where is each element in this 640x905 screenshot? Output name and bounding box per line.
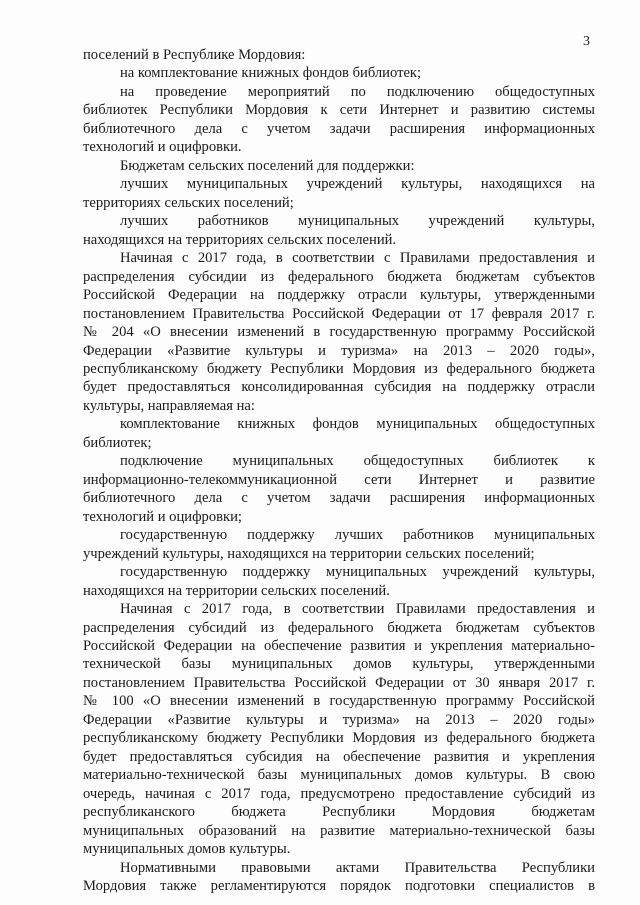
text-line: государственную поддержку лучших работников муниципальных	[120, 527, 595, 544]
text-line: Начиная с 2017 года, в соответствии Правилами предоставления и	[120, 601, 595, 618]
text-line: культуры, направляемая на:	[83, 397, 255, 414]
text-line: Российской Федерации на обеспечение развития и укрепления материально-	[83, 638, 595, 654]
text-line: учреждений культуры, находящихся на территории сельских поселений;	[83, 545, 535, 562]
text-line: Нормативными правовыми актами Правительства Республики	[120, 859, 595, 876]
text-line: информационно-телекоммуникационной сети Интернет и развитие	[83, 471, 595, 488]
text-line: лучших муниципальных учреждений культуры, находящихся на	[120, 176, 595, 193]
text-line: постановлением Правительства Российской Федерации от 17 февраля 2017 г.	[83, 305, 595, 322]
text-line: технологий и оцифровки.	[83, 139, 242, 156]
text-line: на комплектование книжных фондов библиотек;	[120, 65, 422, 82]
text-line: подключение муниципальных общедоступных библиотек к	[120, 453, 595, 470]
text-line: будет предоставляться консолидированная субсидия на поддержку отрасли	[83, 379, 595, 396]
text-line: государственную поддержку муниципальных учреждений культуры,	[120, 564, 595, 581]
text-line: технической базы муниципальных домов культуры, утвержденными	[83, 656, 595, 673]
text-line: Российской Федерации на поддержку отрасли культуры, утвержденными	[83, 287, 595, 304]
text-line: будет предоставляться субсидия на обеспечение развития и укрепления	[83, 748, 595, 765]
text-line: библиотек;	[83, 434, 152, 451]
text-line: территориях сельских поселений;	[83, 194, 294, 211]
text-line: находящихся на территориях сельских поселений.	[83, 231, 397, 248]
text-line: комплектование книжных фондов муниципальных общедоступных	[120, 416, 595, 433]
text-line: Бюджетам сельских поселений для поддержки:	[120, 157, 415, 174]
text-line: распределения субсидии из федерального бюджета бюджетам субъектов	[83, 268, 595, 285]
text-line: лучших работников муниципальных учреждений культуры,	[120, 213, 595, 230]
text-line: постановлением Правительства Российской Федерации от 30 января 2017 г.	[83, 674, 595, 691]
text-line: библиотек Республики Мордовия к сети Интернет и развитию системы	[83, 102, 595, 119]
text-line: материально-технической базы муниципальных домов культуры. В свою	[83, 767, 595, 784]
text-line: поселений в Республике Мордовия:	[83, 47, 306, 63]
text-line: Федерации «Развитие культуры и туризма» на 2013 – 2020 годы»,	[83, 342, 595, 359]
text-line: технологий и оцифровки;	[83, 508, 242, 525]
text-line: библиотечного дела с учетом задачи расширения информационных	[83, 120, 595, 137]
text-line: Начиная с 2017 года, в соответствии с Правилами предоставления и	[120, 250, 595, 267]
text-line: библиотечного дела с учетом задачи расширения информационных	[83, 490, 595, 507]
text-line: республиканскому бюджету Республики Мордовия из федерального бюджета	[83, 360, 595, 377]
text-line: № 100 «О внесении изменений в государственную программу Российской	[83, 693, 595, 710]
text-line: очередь, начиная с 2017 года, предусмотрено предоставление субсидий из	[83, 785, 595, 802]
document-body	[83, 46, 595, 896]
text-line: № 204 «О внесении изменений в государственную программу Российской	[83, 324, 595, 341]
page-number: 3	[583, 34, 590, 49]
text-line: находящихся на территории сельских поселений.	[83, 582, 390, 599]
text-line: муниципальных домов культуры.	[83, 841, 291, 858]
text-line: Мордовия также регламентируются порядок подготовки специалистов в	[83, 878, 595, 895]
text-line: распределения субсидий из федерального бюджета бюджетам субъектов	[83, 619, 595, 636]
text-line: республиканскому бюджету Республики Мордовия из федерального бюджета	[83, 730, 595, 747]
text-line: Федерации «Развитие культуры и туризма» на 2013 – 2020 годы»	[83, 711, 595, 728]
text-line: республиканского бюджета Республики Мордовия бюджетам	[83, 804, 595, 821]
text-line: муниципальных образований на развитие материально-технической базы	[83, 822, 595, 839]
text-line: на проведение мероприятий по подключению общедоступных	[120, 83, 595, 100]
